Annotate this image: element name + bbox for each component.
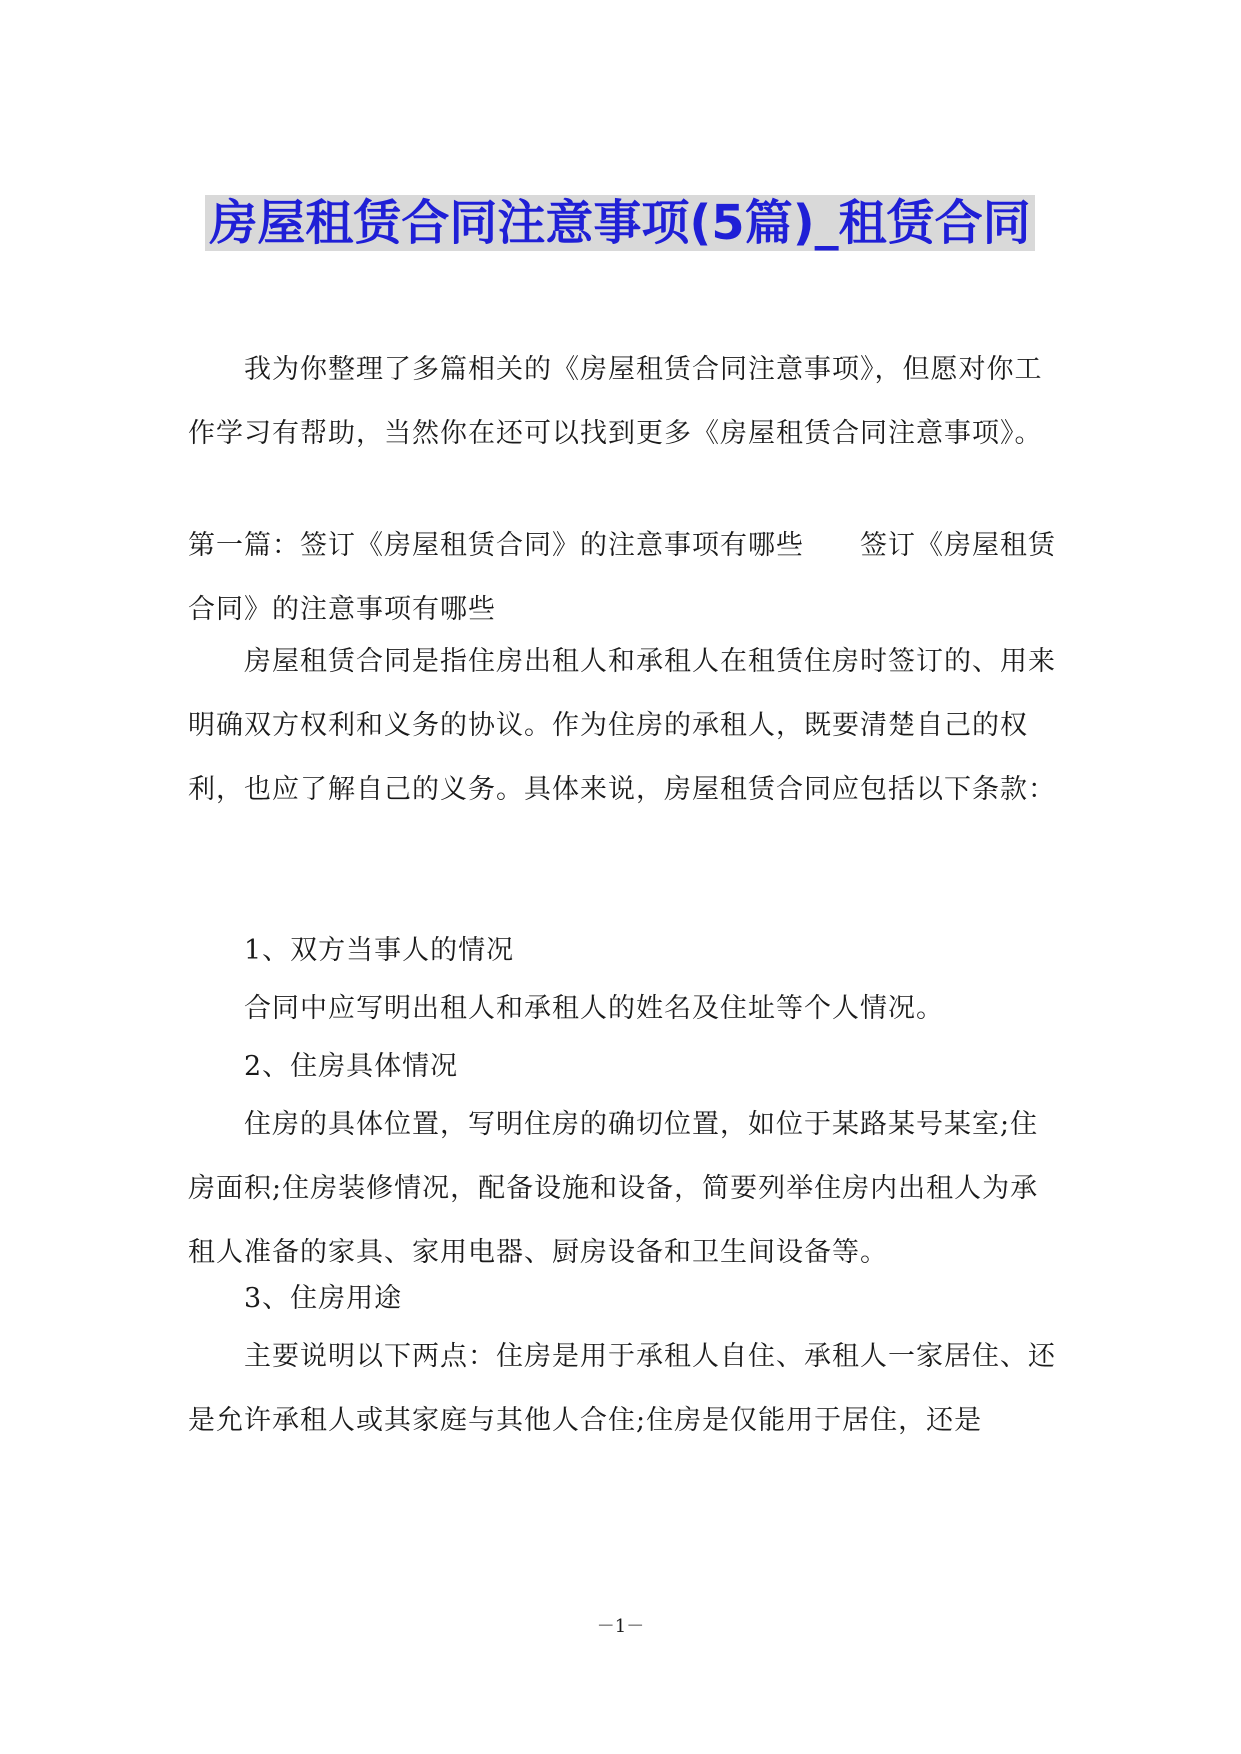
item-3-body: 主要说明以下两点：住房是用于承租人自住、承租人一家居住、还是允许承租人或其家庭与其他人合住;住房是仅能用于居住，还是 bbox=[188, 1341, 1056, 1436]
definition-paragraph: 房屋租赁合同是指住房出租人和承租人在租赁住房时签订的、用来明确双方权利和义务的协议。作为住房的承租人，既要清楚自己的权利，也应了解自己的义务。具体来说，房屋租赁合同应包括以下条款： bbox=[188, 646, 1056, 805]
page-number: －1－ bbox=[596, 1616, 645, 1637]
item-2-body: 住房的具体位置，写明住房的确切位置，如位于某路某号某室;住房面积;住房装修情况，配备设施和设备，简要列举住房内出租人为承租人准备的家具、家用电器、厨房设备和卫生间设备等。 bbox=[188, 1109, 1039, 1268]
item-1-title: 1、双方当事人的情况 bbox=[244, 935, 515, 966]
item-3-title: 3、住房用途 bbox=[244, 1283, 403, 1314]
section-heading-1: 第一篇：签订《房屋租赁合同》的注意事项有哪些 签订《房屋租赁合同》的注意事项有哪些 bbox=[188, 530, 1056, 625]
item-1-body: 合同中应写明出租人和承租人的姓名及住址等个人情况。 bbox=[244, 993, 944, 1024]
item-2-title: 2、住房具体情况 bbox=[244, 1051, 459, 1082]
document-title-text: 房屋租赁合同注意事项(5篇)_租赁合同 bbox=[205, 195, 1034, 251]
intro-paragraph: 我为你整理了多篇相关的《房屋租赁合同注意事项》，但愿对你工作学习有帮助，当然你在还可以找到更多《房屋租赁合同注意事项》。 bbox=[188, 354, 1043, 449]
document-title bbox=[190, 192, 1050, 254]
